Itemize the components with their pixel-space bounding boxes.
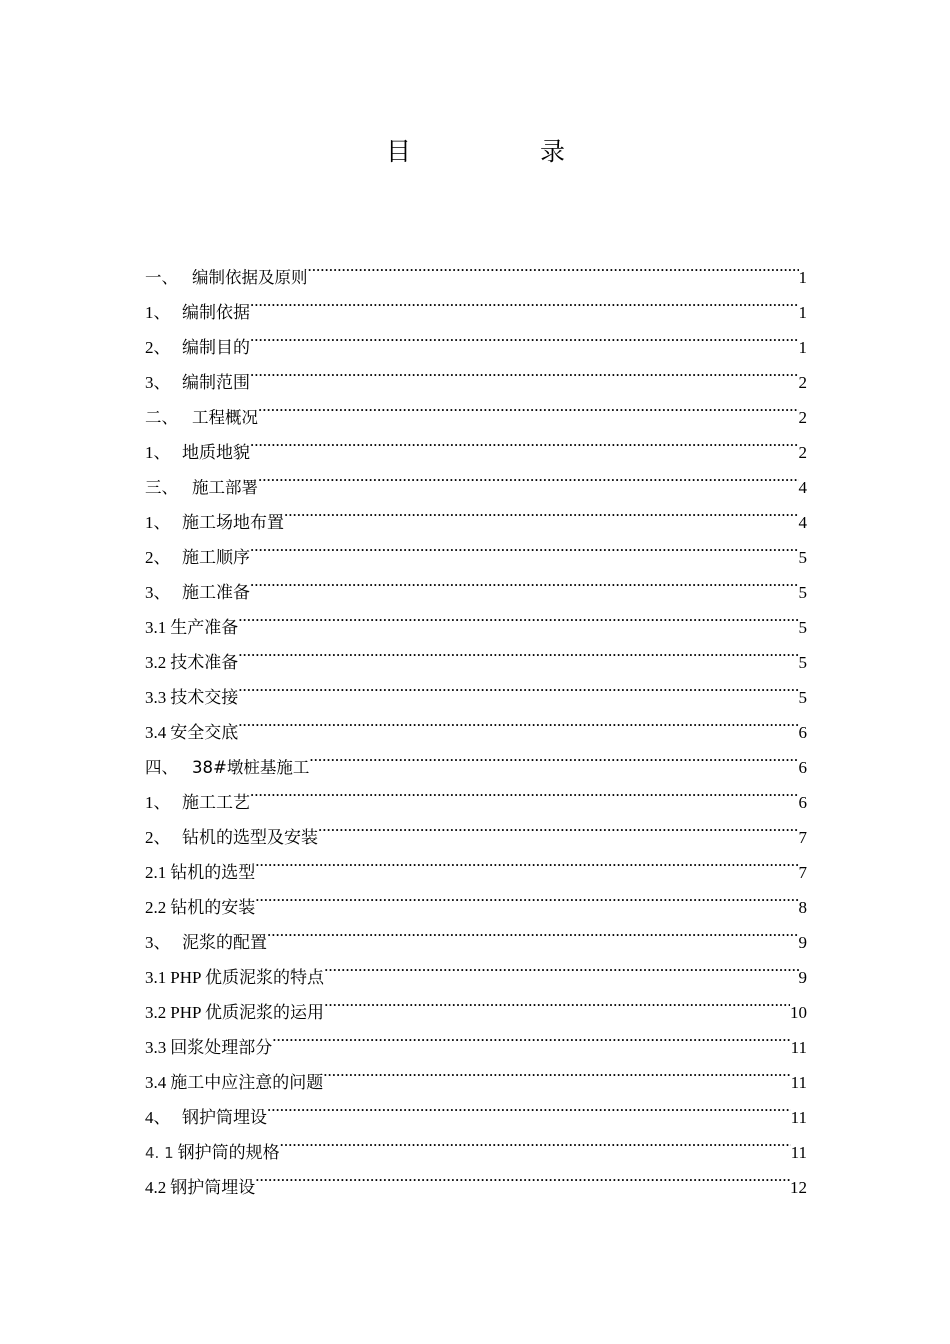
toc-entry[interactable] — [145, 248, 807, 287]
toc-entry-title: 生产准备 — [170, 618, 239, 637]
toc-entry-number: 二、 — [145, 408, 178, 427]
toc-entry-page-number: 6 — [798, 758, 807, 777]
toc-dot-leader — [250, 283, 799, 318]
toc-title — [0, 134, 950, 170]
toc-entry-number: 1、 — [145, 793, 171, 812]
toc-entry-number: 2、 — [145, 338, 171, 357]
toc-dot-leader — [238, 668, 798, 703]
toc-entry-title: 编制范围 — [182, 373, 250, 392]
toc-entry-title: 施工场地布置 — [182, 513, 284, 532]
toc-dot-leader — [309, 738, 798, 773]
toc-entry-number: 1、 — [145, 443, 171, 462]
toc-entry-title: 钻机的选型 — [170, 863, 256, 882]
toc-dot-leader — [318, 808, 799, 843]
toc-entry-page-number: 2 — [798, 443, 807, 462]
toc-entry-title: 工程概况 — [192, 408, 258, 427]
toc-entry-number: 3、 — [145, 933, 171, 952]
toc-entry-page-number: 6 — [798, 723, 807, 742]
toc-entry-page-number: 1 — [798, 338, 807, 357]
toc-dot-leader — [267, 913, 799, 948]
toc-entry-number: 3.3 — [145, 1038, 167, 1057]
toc-entry-page-number: 9 — [798, 968, 807, 987]
toc-entry[interactable] — [145, 738, 807, 777]
toc-entry-number: 1、 — [145, 513, 171, 532]
toc-entry-page-number: 5 — [798, 583, 807, 602]
toc-entry-title: 施工准备 — [182, 583, 250, 602]
toc-entry-number: 一、 — [145, 268, 178, 287]
toc-entry-title: 泥浆的配置 — [182, 933, 267, 952]
toc-dot-leader — [250, 528, 799, 563]
toc-entry-page-number: 11 — [790, 1108, 807, 1127]
toc-entry-title: 钢护筒埋设 — [182, 1108, 267, 1127]
toc-entry-page-number: 11 — [790, 1073, 807, 1092]
toc-entry-title: 技术交接 — [170, 688, 239, 707]
toc-entry-number: 1、 — [145, 303, 171, 322]
toc-entry-title: 施工中应注意的问题 — [170, 1073, 324, 1092]
toc-entry-page-number: 7 — [798, 828, 807, 847]
toc-entry[interactable] — [145, 633, 807, 672]
toc-entry-number: 2、 — [145, 828, 171, 847]
toc-dot-leader — [250, 353, 799, 388]
toc-dot-leader — [324, 983, 790, 1018]
toc-dot-leader — [255, 1158, 790, 1193]
toc-entry-page-number: 5 — [798, 548, 807, 567]
toc-dot-leader — [255, 843, 798, 878]
toc-dot-leader — [250, 423, 799, 458]
toc-entry-number: 三、 — [145, 478, 178, 497]
toc-entry-title: 编制依据及原则 — [192, 268, 308, 287]
toc-entry-title: 地质地貌 — [182, 443, 250, 462]
toc-entry[interactable] — [145, 598, 807, 637]
toc-dot-leader — [238, 598, 798, 633]
toc-dot-leader — [238, 703, 798, 738]
toc-entry-number: 3.1 — [145, 968, 167, 987]
toc-dot-leader — [280, 1123, 791, 1158]
toc-entry-number: 2.1 — [145, 863, 167, 882]
toc-entry-title: PHP 优质泥浆的特点 — [170, 968, 325, 987]
toc-dot-leader — [324, 948, 798, 983]
toc-entry-number: 2、 — [145, 548, 171, 567]
toc-dot-leader — [267, 1088, 791, 1123]
toc-entry-page-number: 5 — [798, 688, 807, 707]
toc-entry-title: 施工顺序 — [182, 548, 250, 567]
toc-entry[interactable] — [145, 703, 807, 742]
toc-entry-number: 3、 — [145, 583, 171, 602]
toc-entry-page-number: 9 — [798, 933, 807, 952]
toc-entry-page-number: 11 — [790, 1038, 807, 1057]
toc-entry-title: 技术准备 — [170, 653, 239, 672]
toc-entry-number: 3.4 — [145, 723, 167, 742]
table-of-contents — [145, 248, 807, 1197]
toc-entry-page-number: 2 — [798, 373, 807, 392]
toc-entry-title: 安全交底 — [170, 723, 239, 742]
toc-entry-number: 3.2 — [145, 1003, 167, 1022]
toc-entry-page-number: 1 — [798, 303, 807, 322]
toc-entry-page-number: 5 — [798, 653, 807, 672]
toc-dot-leader — [250, 563, 799, 598]
toc-entry-page-number: 2 — [798, 408, 807, 427]
toc-entry-page-number: 10 — [790, 1003, 807, 1022]
toc-entry-title: 钻机的安装 — [170, 898, 256, 917]
toc-entry-number: 3.3 — [145, 688, 167, 707]
toc-entry-number: 3.4 — [145, 1073, 167, 1092]
toc-entry-page-number: 7 — [798, 863, 807, 882]
toc-entry-page-number: 11 — [790, 1143, 807, 1162]
toc-entry-title: 钢护筒埋设 — [170, 1178, 256, 1197]
toc-entry-title: 编制依据 — [182, 303, 250, 322]
toc-entry-number: 4、 — [145, 1108, 171, 1127]
toc-dot-leader — [255, 878, 798, 913]
toc-dot-leader — [272, 1018, 790, 1053]
toc-entry-number: 4.2 — [145, 1178, 167, 1197]
toc-entry-number: 3、 — [145, 373, 171, 392]
toc-entry-title: 回浆处理部分 — [170, 1038, 273, 1057]
toc-entry-number: 4. 1 — [145, 1144, 174, 1162]
toc-dot-leader — [258, 388, 799, 423]
toc-entry-title: 施工部署 — [192, 478, 258, 497]
toc-entry-page-number: 1 — [798, 268, 807, 287]
toc-entry-page-number: 5 — [798, 618, 807, 637]
toc-entry-number: 3.1 — [145, 618, 167, 637]
toc-dot-leader — [258, 458, 799, 493]
toc-entry-title: 施工工艺 — [182, 793, 250, 812]
toc-entry-page-number: 6 — [798, 793, 807, 812]
toc-dot-leader — [250, 773, 799, 808]
toc-entry[interactable] — [145, 668, 807, 707]
toc-entry-title: 38#墩桩基施工 — [192, 758, 310, 777]
toc-dot-leader — [250, 318, 799, 353]
toc-entry-page-number: 4 — [798, 513, 807, 532]
toc-entry-page-number: 12 — [790, 1178, 807, 1197]
toc-entry-title: PHP 优质泥浆的运用 — [170, 1003, 325, 1022]
toc-dot-leader — [308, 248, 799, 283]
toc-entry-number: 3.2 — [145, 653, 167, 672]
toc-entry-title: 钻机的选型及安装 — [182, 828, 318, 847]
title-char-1: 目 — [386, 137, 412, 166]
toc-dot-leader — [238, 633, 798, 668]
toc-entry-page-number: 8 — [798, 898, 807, 917]
toc-entry-number: 2.2 — [145, 898, 167, 917]
toc-dot-leader — [284, 493, 799, 528]
toc-entry-number: 四、 — [145, 758, 178, 777]
title-char-2: 录 — [540, 137, 566, 166]
toc-entry-title: 钢护筒的规格 — [177, 1143, 280, 1162]
toc-dot-leader — [323, 1053, 790, 1088]
toc-entry-page-number: 4 — [798, 478, 807, 497]
toc-entry-title: 编制目的 — [182, 338, 250, 357]
